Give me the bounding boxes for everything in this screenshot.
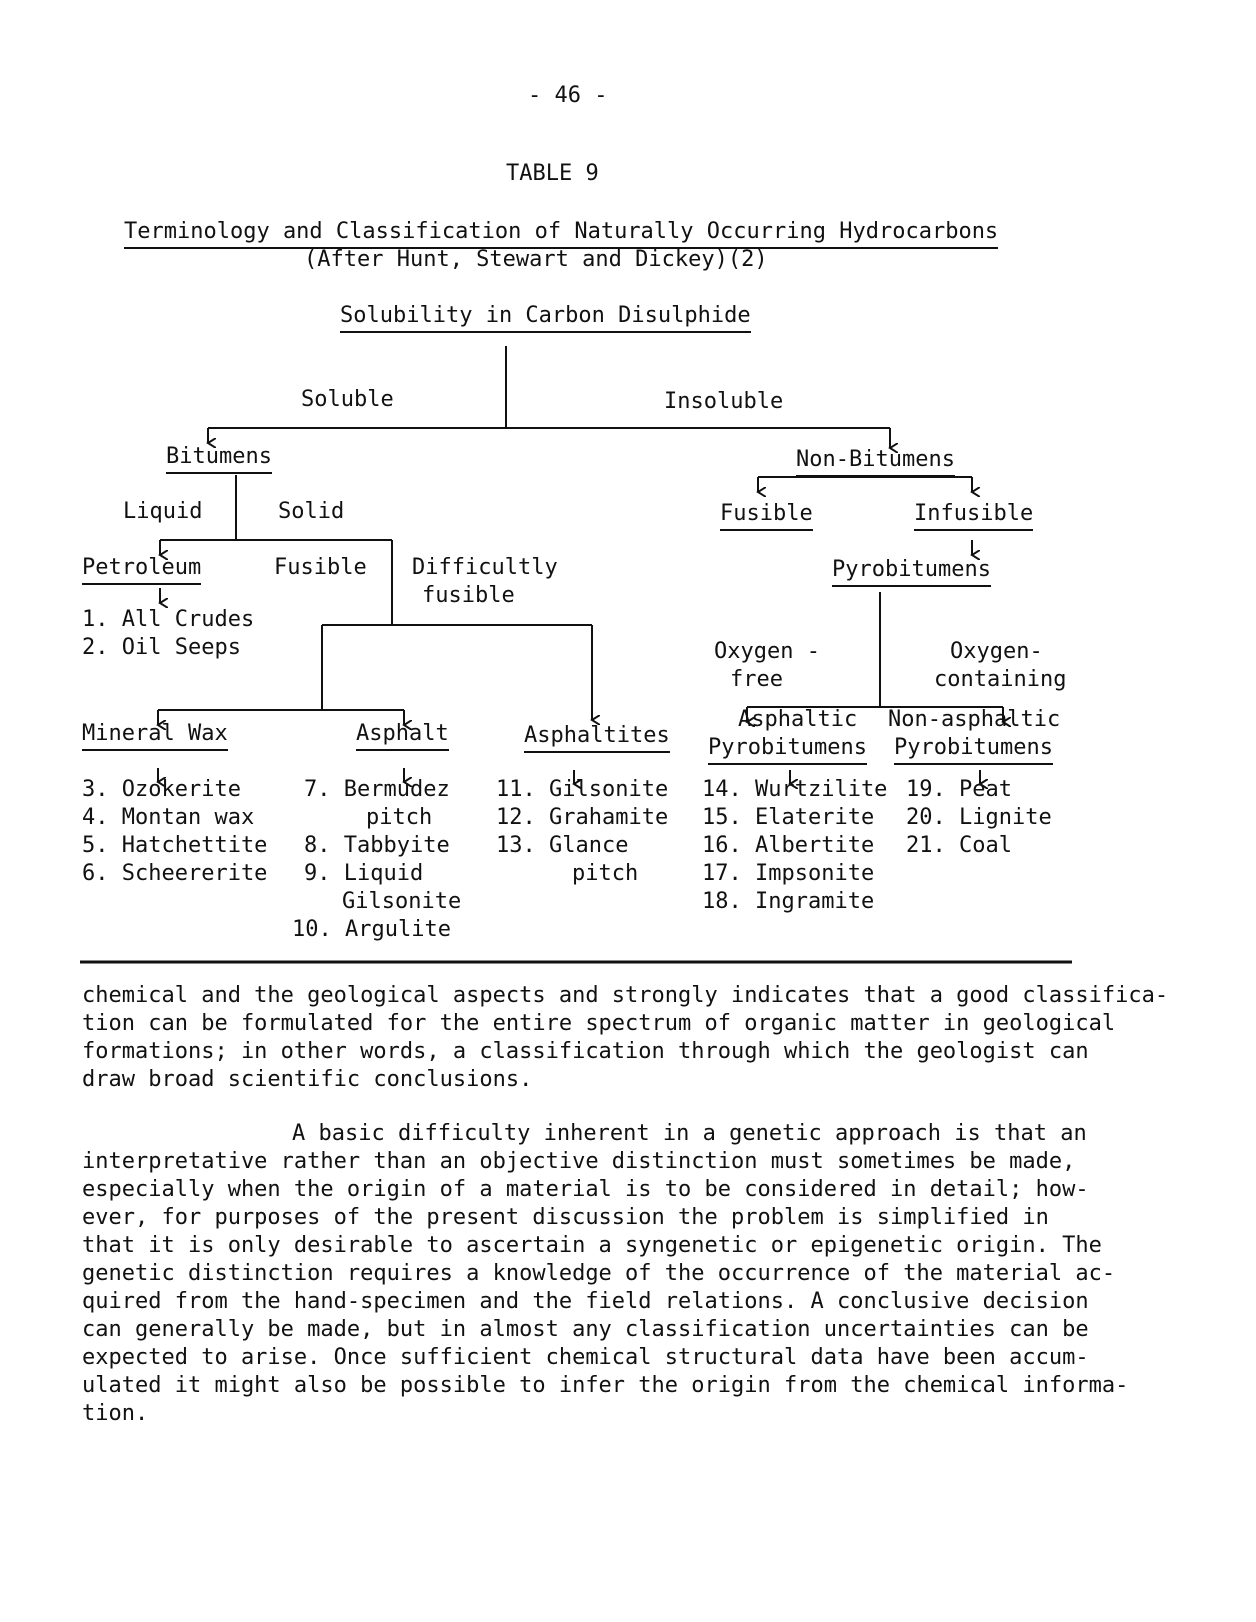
node-pyrobitumens: Pyrobitumens bbox=[832, 556, 991, 587]
paragraph-line: ulated it might also be possible to infer the origin from the chemical informa- bbox=[82, 1373, 1129, 1398]
table-label: TABLE 9 bbox=[506, 161, 599, 186]
asphalt-item: 9. Liquid bbox=[304, 861, 424, 886]
node-liquid: Liquid bbox=[123, 499, 203, 524]
petroleum-item: 2. Oil Seeps bbox=[82, 635, 241, 660]
paragraph-line: quired from the hand-specimen and the field relations. A conclusive decision bbox=[82, 1289, 1089, 1314]
asphaltic-pyro-item: 14. Wurtzilite bbox=[702, 777, 888, 802]
paragraph-line: tion. bbox=[82, 1401, 149, 1426]
asphalt-item: 8. Tabbyite bbox=[304, 833, 450, 858]
paragraph-2 bbox=[82, 1120, 1129, 1428]
paragraph-line: draw broad scientific conclusions. bbox=[82, 1067, 533, 1092]
paragraph-1 bbox=[82, 982, 1169, 1094]
paragraph-line: A basic difficulty inherent in a genetic approach is that an bbox=[292, 1121, 1087, 1146]
asphaltites-item: 12. Grahamite bbox=[496, 805, 669, 830]
node-fusible-non-bitumen: Fusible bbox=[720, 500, 813, 531]
paragraph-line: can generally be made, but in almost any classification uncertainties can be bbox=[82, 1317, 1089, 1342]
mineral-wax-item: 4. Montan wax bbox=[82, 805, 255, 830]
nonasphaltic-pyro-item: 21. Coal bbox=[906, 833, 1012, 858]
node-soluble: Soluble bbox=[301, 387, 394, 412]
node-oxygen-free-line2: free bbox=[730, 667, 783, 692]
node-petroleum: Petroleum bbox=[82, 554, 201, 585]
petroleum-item: 1. All Crudes bbox=[82, 607, 255, 632]
asphaltic-pyro-item: 18. Ingramite bbox=[702, 889, 875, 914]
asphaltic-pyro-item: 17. Impsonite bbox=[702, 861, 875, 886]
mineral-wax-item: 3. Ozokerite bbox=[82, 777, 241, 802]
nonasphaltic-pyro-item: 20. Lignite bbox=[906, 805, 1052, 830]
asphalt-item: 7. Bermudez bbox=[304, 777, 450, 802]
node-asphalt: Asphalt bbox=[356, 720, 449, 751]
paragraph-line: chemical and the geological aspects and strongly indicates that a good classifica- bbox=[82, 983, 1169, 1008]
asphaltites-item: pitch bbox=[572, 861, 639, 886]
tree-root: Solubility in Carbon Disulphide bbox=[340, 302, 751, 333]
node-oxygen-containing-line1: Oxygen- bbox=[950, 639, 1043, 664]
paragraph-line: genetic distinction requires a knowledge of the occurrence of the material ac- bbox=[82, 1261, 1116, 1286]
table-title: Terminology and Classification of Naturally Occurring Hydrocarbons bbox=[124, 218, 998, 249]
node-nonasphaltic-pyro-line1: Non-asphaltic bbox=[888, 707, 1061, 732]
asphaltic-pyro-item: 16. Albertite bbox=[702, 833, 875, 858]
table-subtitle: (After Hunt, Stewart and Dickey)(2) bbox=[304, 247, 768, 272]
node-non-bitumens: Non-Bitumens bbox=[796, 446, 955, 477]
node-mineral-wax: Mineral Wax bbox=[82, 720, 228, 751]
node-insoluble: Insoluble bbox=[664, 389, 784, 414]
asphalt-item: 10. Argulite bbox=[292, 917, 451, 942]
mineral-wax-item: 5. Hatchettite bbox=[82, 833, 268, 858]
node-bitumens: Bitumens bbox=[166, 443, 272, 474]
node-oxygen-containing-line2: containing bbox=[934, 667, 1067, 692]
node-asphaltites: Asphaltites bbox=[524, 722, 670, 753]
node-oxygen-free-line1: Oxygen - bbox=[714, 639, 820, 664]
node-asphaltic-pyro-line1: Asphaltic bbox=[738, 707, 858, 732]
asphaltic-pyro-item: 15. Elaterite bbox=[702, 805, 875, 830]
paragraph-line: that it is only desirable to ascertain a syngenetic or epigenetic origin. The bbox=[82, 1233, 1102, 1258]
paragraph-line: formations; in other words, a classification through which the geologist can bbox=[82, 1039, 1089, 1064]
asphaltites-item: 13. Glance bbox=[496, 833, 629, 858]
asphalt-item: Gilsonite bbox=[342, 889, 462, 914]
paragraph-line: tion can be formulated for the entire spectrum of organic matter in geological bbox=[82, 1011, 1116, 1036]
paragraph-line: interpretative rather than an objective distinction must sometimes be made, bbox=[82, 1149, 1076, 1174]
paragraph-line: ever, for purposes of the present discussion the problem is simplified in bbox=[82, 1205, 1049, 1230]
node-asphaltic-pyro-line2: Pyrobitumens bbox=[708, 734, 867, 765]
node-fusible: Fusible bbox=[274, 555, 367, 580]
node-difficultly-line1: Difficultly bbox=[412, 555, 558, 580]
page-number: - 46 - bbox=[528, 83, 608, 108]
nonasphaltic-pyro-item: 19. Peat bbox=[906, 777, 1012, 802]
paragraph-line: especially when the origin of a material is to be considered in detail; how- bbox=[82, 1177, 1089, 1202]
node-difficultly-line2: fusible bbox=[422, 583, 515, 608]
node-infusible: Infusible bbox=[914, 500, 1033, 531]
asphaltites-item: 11. Gilsonite bbox=[496, 777, 669, 802]
paragraph-line: expected to arise. Once sufficient chemical structural data have been accum- bbox=[82, 1345, 1089, 1370]
asphalt-item: pitch bbox=[366, 805, 433, 830]
node-solid: Solid bbox=[278, 499, 345, 524]
mineral-wax-item: 6. Scheererite bbox=[82, 861, 268, 886]
node-nonasphaltic-pyro-line2: Pyrobitumens bbox=[894, 734, 1053, 765]
